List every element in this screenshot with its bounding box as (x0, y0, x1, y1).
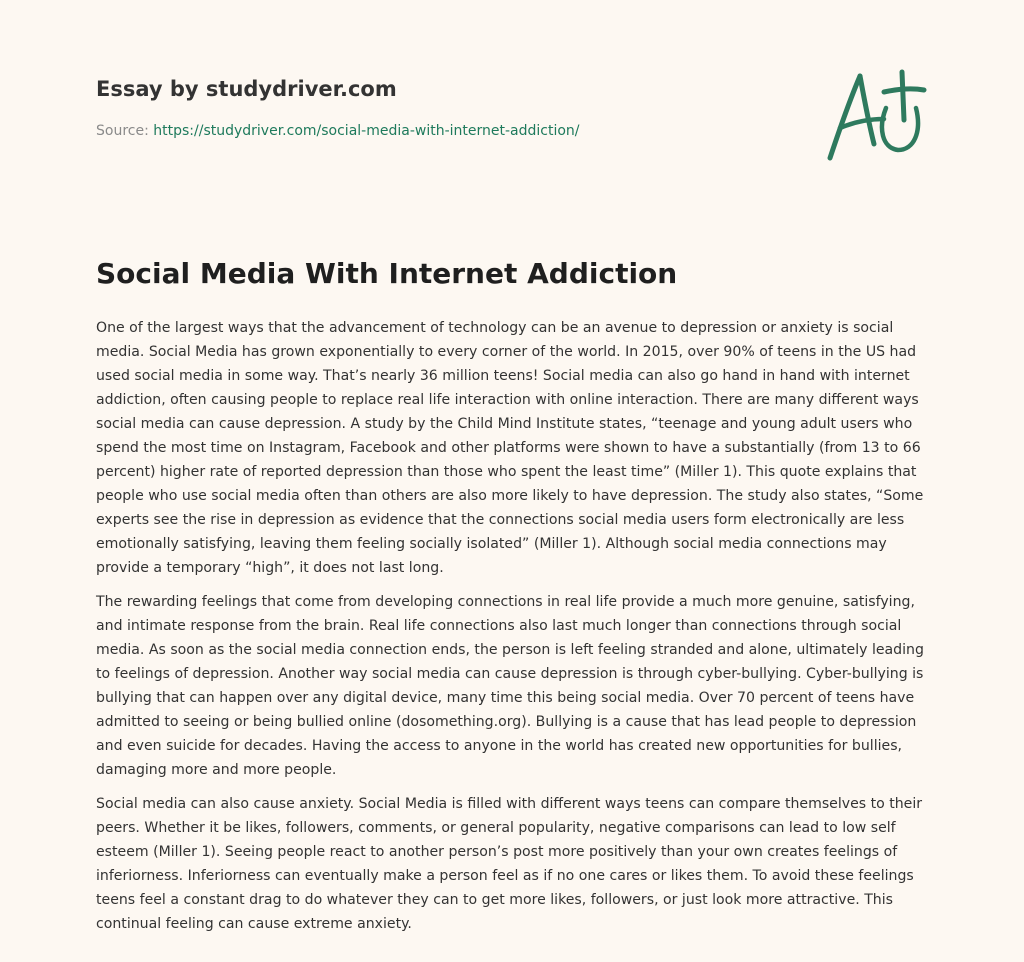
paragraph: The rewarding feelings that come from developing connections in real life provide a much more genuine, satisfying, and intimate response from the brain. Real life connections also last much longer than connections through social media. As soon as the social media connection ends, the person is left feeling stranded and alone, ultimately leading to feelings of depression. Another way social media can cause depression is through cyber-bullying. Cyber-bullying is bullying that can happen over any digital device, many time this being social media. Over 70 percent of teens have admitted to seeing or being bullied online (dosomething.org). Bullying is a cause that has lead people to depression and even suicide for decades. Having the access to anyone in the world has created new opportunities for bullies, damaging more and more people. (96, 594, 924, 778)
essay-title: Social Media With Internet Addiction (96, 257, 678, 290)
paragraph: Social media can also cause anxiety. Social Media is filled with different ways teens can compare themselves to their peers. Whether it be likes, followers, comments, or general popularity, negative comparisons can lead to low self esteem (Miller 1). Seeing people react to another person’s post more positively than your own creates feelings of inferiorness. Inferiorness can eventually make a person feel as if no one cares or likes them. To avoid these feelings teens feel a constant drag to do whatever they can to get more likes, followers, or just look more attractive. This continual feeling can cause extreme anxiety. (96, 796, 923, 932)
paragraph: One of the largest ways that the advancement of technology can be an avenue to depression or anxiety is social media. Social Media has grown exponentially to every corner of the world. In 2015, over 90% of teens in the US had used social media in some way. That’s nearly 36 million teens! Social media can also go hand in hand with internet addiction, often causing people to replace real life interaction with online interaction. There are many different ways social media can cause depression. A study by the Child Mind Institute states, “teenage and young adult users who spend the most time on Instagram, Facebook and other platforms were shown to have a substantially (from 13 to 66 percent) higher rate of reported depression than those who spent the least time” (Miller 1). This quote explains that people who use social media often than others are also more likely to have depression. The study also states, “Some experts see the rise in depression as evidence that the connections social media users form electronically are less emotionally satisfying, leaving them feeling socially isolated” (Miller 1). Although social media connections may provide a temporary “high”, it does not last long. (96, 320, 924, 576)
a-plus-logo-icon (818, 64, 930, 168)
source-link[interactable]: https://studydriver.com/social-media-with-internet-addiction/ (153, 123, 580, 139)
source-label: Source: (96, 123, 149, 139)
essay-body (96, 316, 930, 946)
source-line (96, 121, 796, 141)
brand-title: Essay by studydriver.com (96, 77, 397, 101)
essay-header (96, 72, 796, 141)
